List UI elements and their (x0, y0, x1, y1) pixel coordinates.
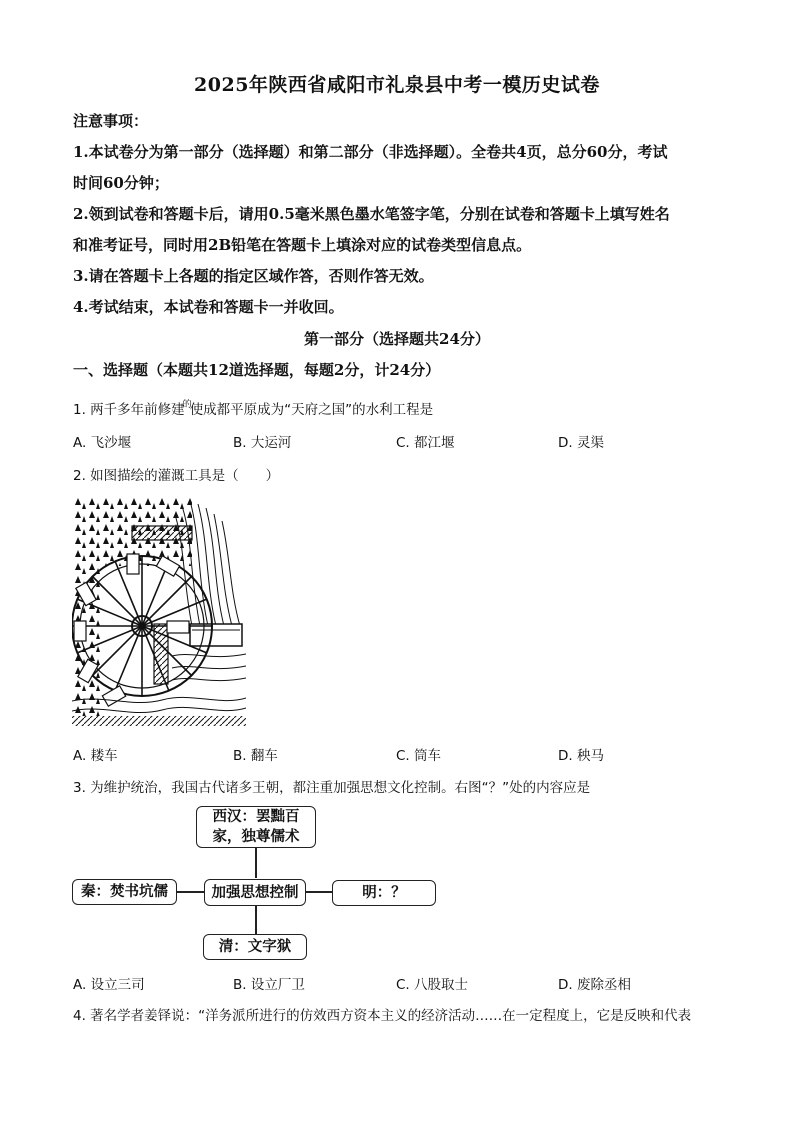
diagram-top-line-2: 家，独尊儒术 (212, 828, 300, 845)
diagram-connector-top (255, 848, 257, 878)
question-4-stem: 4. 著名学者姜铎说：“洋务派所进行的仿效西方资本主义的经济活动……在一定程度上，它是反映和代表 (73, 1008, 692, 1024)
diagram-top-line-1: 西汉：罢黜百 (212, 808, 300, 825)
diagram-connector-left (177, 891, 204, 893)
question-1-option-c: C. 都江堰 (396, 435, 455, 451)
question-2-option-c: C. 筒车 (396, 748, 442, 764)
notice-item-3: 3.请在答题卡上各题的指定区域作答，否则作答无效。 (73, 267, 434, 285)
question-3-stem: 3. 为维护统治，我国古代诸多王朝，都注重加强思想文化控制。右图“？”处的内容应是 (73, 780, 591, 796)
diagram-box-western-han (196, 806, 316, 848)
question-1-stem-sup: 的 (182, 400, 192, 410)
diagram-box-ming: 明：？ (332, 880, 436, 906)
notice-item-4: 4.考试结束，本试卷和答题卡一并收回。 (73, 298, 344, 316)
question-3-option-c: C. 八股取士 (396, 977, 469, 993)
question-1-option-b: B. 大运河 (233, 435, 292, 451)
notice-item-2-line-1: 2.领到试卷和答题卡后，请用0.5毫米黑色墨水笔签字笔，分别在试卷和答题卡上填写姓名 (73, 205, 670, 223)
question-2-stem: 2. 如图描绘的灌溉工具是（ ） (73, 468, 280, 484)
question-1-stem-b: 使成都平原成为“天府之国”的水利工程是 (189, 402, 434, 418)
water-wheel-illustration (72, 496, 246, 726)
diagram-box-qin: 秦：焚书坑儒 (72, 879, 177, 905)
notice-item-1-line-1: 1.本试卷分为第一部分（选择题）和第二部分（非选择题）。全卷共4页，总分60分，考试 (73, 143, 668, 161)
question-3-option-a: A. 设立三司 (73, 977, 145, 993)
diagram-box-center: 加强思想控制 (204, 879, 306, 906)
notice-item-1-line-2: 时间60分钟； (73, 174, 169, 192)
notice-heading: 注意事项： (73, 112, 149, 130)
diagram-connector-right (306, 891, 333, 893)
notice-item-2-line-2: 和准考证号，同时用2B铅笔在答题卡上填涂对应的试卷类型信息点。 (73, 236, 532, 254)
diagram-box-qing: 清：文字狱 (203, 934, 307, 960)
question-2-option-d: D. 秧马 (558, 748, 604, 764)
section-1-title: 一、选择题（本题共12道选择题，每题2分，计24分） (73, 361, 441, 379)
question-2-option-a: A. 耧车 (73, 748, 118, 764)
diagram-connector-bottom (255, 906, 257, 934)
question-1-option-d: D. 灵渠 (558, 435, 604, 451)
part-1-title: 第一部分（选择题共24分） (304, 330, 490, 348)
question-3-option-d: D. 废除丞相 (558, 977, 631, 993)
question-3-option-b: B. 设立厂卫 (233, 977, 305, 993)
question-1-stem (73, 398, 433, 418)
question-1-stem-a: 1. 两千多年前修建 (73, 402, 185, 418)
question-1-option-a: A. 飞沙堰 (73, 435, 132, 451)
question-2-option-b: B. 翻车 (233, 748, 278, 764)
page-title: 2025年陕西省咸阳市礼泉县中考一模历史试卷 (194, 74, 600, 96)
